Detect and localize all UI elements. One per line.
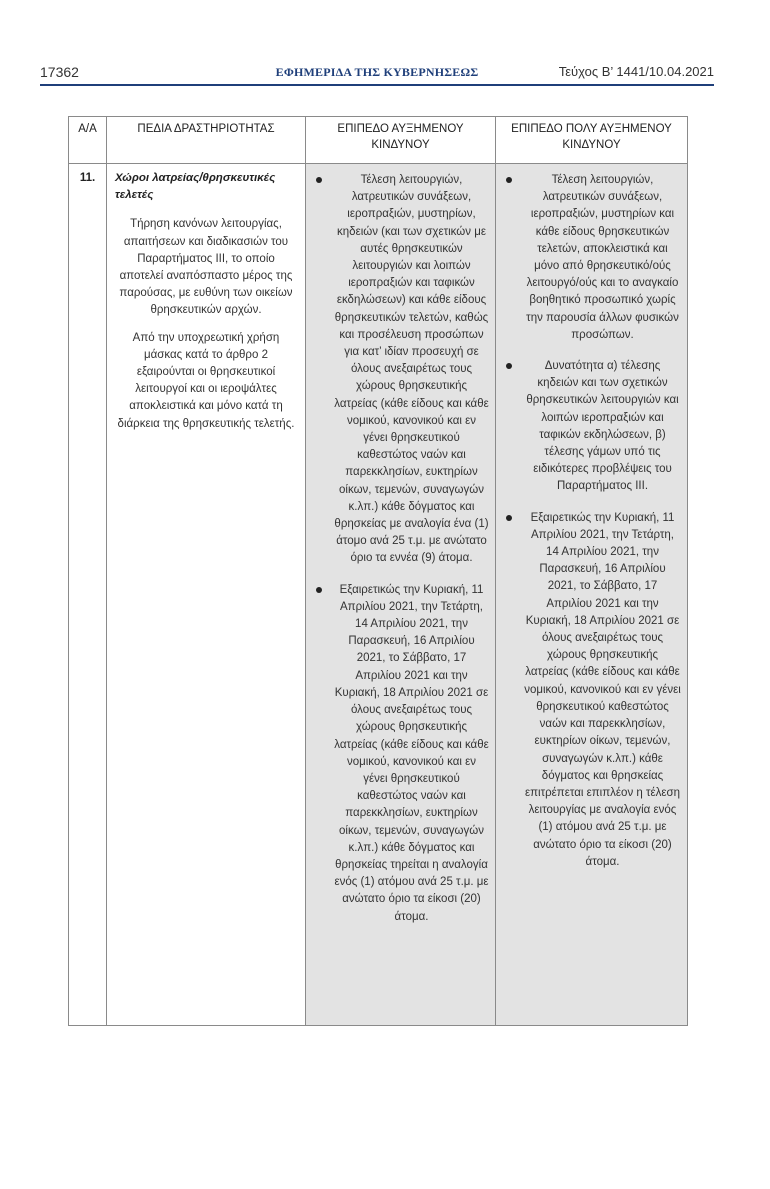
- activity-title: Χώροι λατρείας/θρησκευτικές τελετές: [115, 172, 276, 202]
- list-item-text: Δυνατότητα α) τέλεσης κηδειών και των σχετικών θρησκευτικών λειτουργιών και λοιπών ιεροπραξιών και ταφικών εκδηλώσεων, β) τέλεσης γάμων υπό τις ειδικότερες προβλέψεις του Παραρτήματος III.: [526, 360, 679, 493]
- header-aa: Α/Α: [69, 117, 107, 164]
- header-very-high-risk: ΕΠΙΠΕΔΟ ΠΟΛΥ ΑΥΞΗΜΕΝΟΥ ΚΙΝΔΥΝΟΥ: [496, 117, 688, 164]
- header-activity: ΠΕΔΙΑ ΔΡΑΣΤΗΡΙΟΤΗΤΑΣ: [107, 117, 306, 164]
- list-item: [502, 358, 681, 496]
- very-high-risk-cell: [496, 164, 688, 1026]
- list-item-text: Εξαιρετικώς την Κυριακή, 11 Απριλίου 2021, την Τετάρτη, 14 Απριλίου 2021, την Παρασκευή, 16 Απριλίου 2021, το Σάββατο, 17 Απριλίου 2021 και την Κυριακή, 18 Απριλίου 2021 σε όλους ανεξαιρέτως τους χώρους θρησκευτικής λατρείας (κάθε είδους και κάθε νομικού, κανονικού και εν γένει θρησκευτικού καθεστώτος ναών και παρεκκλησίων, ευκτηρίων οίκων, τεμενών, συναγωγών κ.λπ.) κάθε δόγματος και θρησκείας επιτρέπεται επιπλέον η τέλεση λειτουργίας με αναλογία ενός (1) ατόμου ανά 25 τ.μ. με ανώτατο όριο τα είκοσι (20) άτομα.: [524, 511, 681, 868]
- header-high-risk: ΕΠΙΠΕΔΟ ΑΥΞΗΜΕΝΟΥ ΚΙΝΔΥΝΟΥ: [306, 117, 496, 164]
- measures-table: [68, 116, 688, 1026]
- high-risk-cell: [306, 164, 496, 1026]
- issue-info: Τεύχος Β’ 1441/10.04.2021: [558, 64, 714, 79]
- table-row: [69, 164, 688, 1026]
- activity-cell: [107, 164, 306, 1026]
- bullet-icon: [506, 177, 512, 183]
- activity-paragraph: Τήρηση κανόνων λειτουργίας, απαιτήσεων και διαδικασιών του Παραρτήματος III, το οποίο αποτελεί αναπόσπαστο μέρος της παρούσας, με ευθύνη των οικείων θρησκευτικών αρχών.: [119, 218, 293, 317]
- table-header-row: [69, 117, 688, 164]
- page-header: [40, 64, 714, 86]
- list-item-text: Τέλεση λειτουργιών, λατρευτικών συνάξεων, ιεροπραξιών, μυστηρίων και κάθε είδους θρησκευτικών τελετών, αποκλειστικά και μόνο από θρησκευτικό/ούς λειτουργό/ούς και το αναγκαίο βοηθητικό προσωπικό χωρίς την παρουσία άλλων φυσικών προσώπων.: [526, 174, 679, 341]
- bullet-icon: [316, 177, 322, 183]
- bullet-icon: [506, 363, 512, 369]
- list-item: [502, 172, 681, 344]
- bullet-icon: [506, 515, 512, 521]
- list-item: [312, 582, 489, 926]
- header-divider: [40, 84, 714, 86]
- bullet-icon: [316, 587, 322, 593]
- list-item: [502, 510, 681, 871]
- list-item-text: Τέλεση λειτουργιών, λατρευτικών συνάξεων, ιεροπραξιών, μυστηρίων, κηδειών (και των σχετικών με αυτές θρησκευτικών λειτουργιών και λοιπών ιεροπραξιών και ταφικών εκδηλώσεων) και κάθε είδους θρησκευτικών τελετών, καθώς και προσέλευση προσώπων για κατ’ ιδίαν προσευχή σε όλους ανεξαιρέτως τους χώρους θρησκευτικής λατρείας (κάθε είδους και κάθε νομικού, κανονικού και εν γένει θρησκευτικού καθεστώτος ναών και παρεκκλησίων, ευκτηρίων οίκων, τεμενών, συναγωγών κ.λπ.) κάθε δόγματος και θρησκείας με αναλογία ένα (1) άτομο ανά 25 τ.μ. με ανώτατο όριο τα εννέα (9) άτομα.: [334, 174, 489, 565]
- row-number: 11.: [69, 164, 107, 1026]
- page-number: 17362: [40, 64, 79, 80]
- list-item-text: Εξαιρετικώς την Κυριακή, 11 Απριλίου 2021, την Τετάρτη, 14 Απριλίου 2021, την Παρασκευή, 16 Απριλίου 2021, το Σάββατο, 17 Απριλίου 2021 και την Κυριακή, 18 Απριλίου 2021 σε όλους ανεξαιρέτως τους χώρους θρησκευτικής λατρείας (κάθε είδους και κάθε νομικού, κανονικού και εν γένει θρησκευτικού καθεστώτος ναών και παρεκκλησίων, ευκτηρίων οίκων, τεμενών, συναγωγών κ.λπ.) κάθε δόγματος και θρησκείας τηρείται η αναλογία ενός (1) ατόμου ανά 25 τ.μ. με ανώτατο όριο τα είκοσι (20) άτομα.: [334, 583, 489, 923]
- list-item: [312, 172, 489, 568]
- activity-paragraph: Από την υποχρεωτική χρήση μάσκας κατά το άρθρο 2 εξαιρούνται οι θρησκευτικοί λειτουργοί και οι ιεροψάλτες αποκλειστικά και μόνο κατά τη διάρκεια της θρησκευτικής τελετής.: [117, 331, 295, 430]
- gazette-title: ΕΦΗΜΕΡΙΔΑ ΤΗΣ ΚΥΒΕΡΝΗΣΕΩΣ: [275, 65, 479, 79]
